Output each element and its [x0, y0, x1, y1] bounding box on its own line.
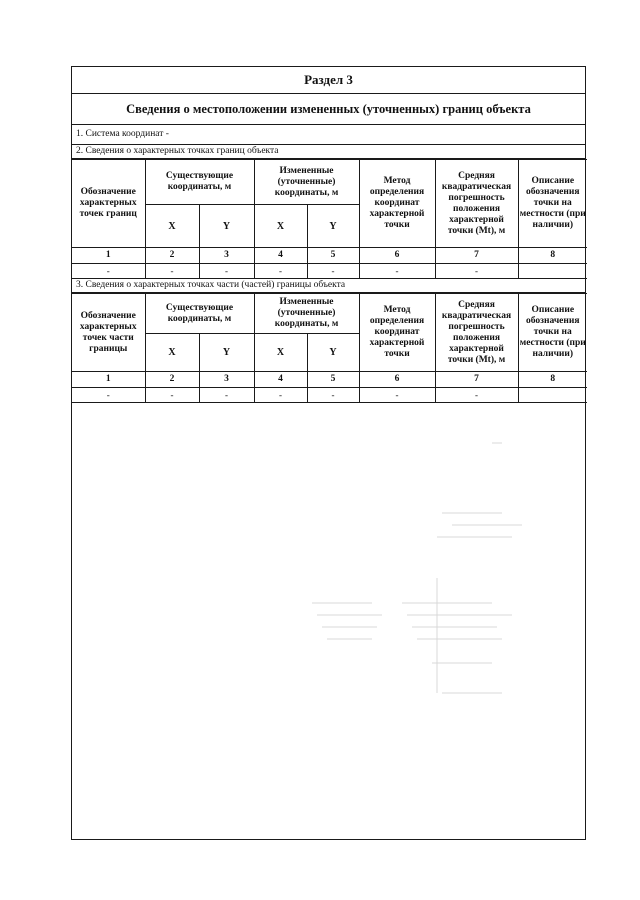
faint-bleedthrough-marks	[72, 403, 587, 773]
column-number: 1	[72, 372, 145, 388]
header-mean-error: Средняя квадратическая погрешность положения характерной точки (Mt), м	[435, 160, 518, 248]
table-cell: -	[359, 264, 435, 279]
column-number: 6	[359, 372, 435, 388]
part-points-heading: 3. Сведения о характерных точках части (частей) границы объекта	[72, 279, 585, 293]
header-existing-coordinates: Существующие координаты, м	[145, 160, 254, 205]
header-changed-coordinates: Измененные (уточненные) координаты, м	[254, 160, 359, 205]
header-existing-x: X	[145, 334, 199, 372]
table-cell: -	[145, 388, 199, 403]
column-number: 2	[145, 372, 199, 388]
header-mean-error: Средняя квадратическая погрешность положения характерной точки (Mt), м	[435, 294, 518, 372]
table-cell	[518, 264, 587, 279]
table-cell: -	[307, 388, 359, 403]
column-number: 2	[145, 248, 199, 264]
column-number: 3	[199, 248, 254, 264]
column-number: 5	[307, 372, 359, 388]
table-cell: -	[359, 388, 435, 403]
table-cell: -	[435, 264, 518, 279]
column-number: 8	[518, 372, 587, 388]
document-page	[71, 66, 586, 840]
column-number: 7	[435, 372, 518, 388]
table-cell: -	[145, 264, 199, 279]
column-number: 1	[72, 248, 145, 264]
header-existing-y: Y	[199, 334, 254, 372]
boundary-points-table	[72, 159, 587, 279]
header-existing-y: Y	[199, 205, 254, 248]
column-number: 8	[518, 248, 587, 264]
table-cell: -	[199, 388, 254, 403]
header-changed-coordinates: Измененные (уточненные) координаты, м	[254, 294, 359, 334]
column-number: 4	[254, 248, 307, 264]
column-number: 4	[254, 372, 307, 388]
table-cell: -	[307, 264, 359, 279]
table-cell: -	[254, 264, 307, 279]
column-number: 6	[359, 248, 435, 264]
section-title: Раздел 3	[72, 67, 585, 94]
table-cell	[518, 388, 587, 403]
column-number: 5	[307, 248, 359, 264]
blank-page-area	[72, 403, 585, 783]
header-method: Метод определения координат характерной точки	[359, 294, 435, 372]
header-point-designation: Обозначение характерных точек границ	[72, 160, 145, 248]
header-point-description: Описание обозначения точки на местности (при наличии)	[518, 294, 587, 372]
header-method: Метод определения координат характерной точки	[359, 160, 435, 248]
section-subtitle: Сведения о местоположении измененных (уточненных) границ объекта	[72, 94, 585, 125]
table-cell: -	[199, 264, 254, 279]
table-cell: -	[254, 388, 307, 403]
part-points-table	[72, 293, 587, 403]
header-existing-coordinates: Существующие координаты, м	[145, 294, 254, 334]
table-cell: -	[72, 388, 145, 403]
header-existing-x: X	[145, 205, 199, 248]
boundary-points-heading: 2. Сведения о характерных точках границ объекта	[72, 145, 585, 159]
coordinate-system-line: 1. Система координат -	[72, 125, 585, 145]
table-cell: -	[435, 388, 518, 403]
column-number: 3	[199, 372, 254, 388]
header-changed-x: X	[254, 334, 307, 372]
header-changed-x: X	[254, 205, 307, 248]
header-changed-y: Y	[307, 205, 359, 248]
header-point-description: Описание обозначения точки на местности (при наличии)	[518, 160, 587, 248]
table-cell: -	[72, 264, 145, 279]
header-point-designation: Обозначение характерных точек части границы	[72, 294, 145, 372]
column-number: 7	[435, 248, 518, 264]
header-changed-y: Y	[307, 334, 359, 372]
